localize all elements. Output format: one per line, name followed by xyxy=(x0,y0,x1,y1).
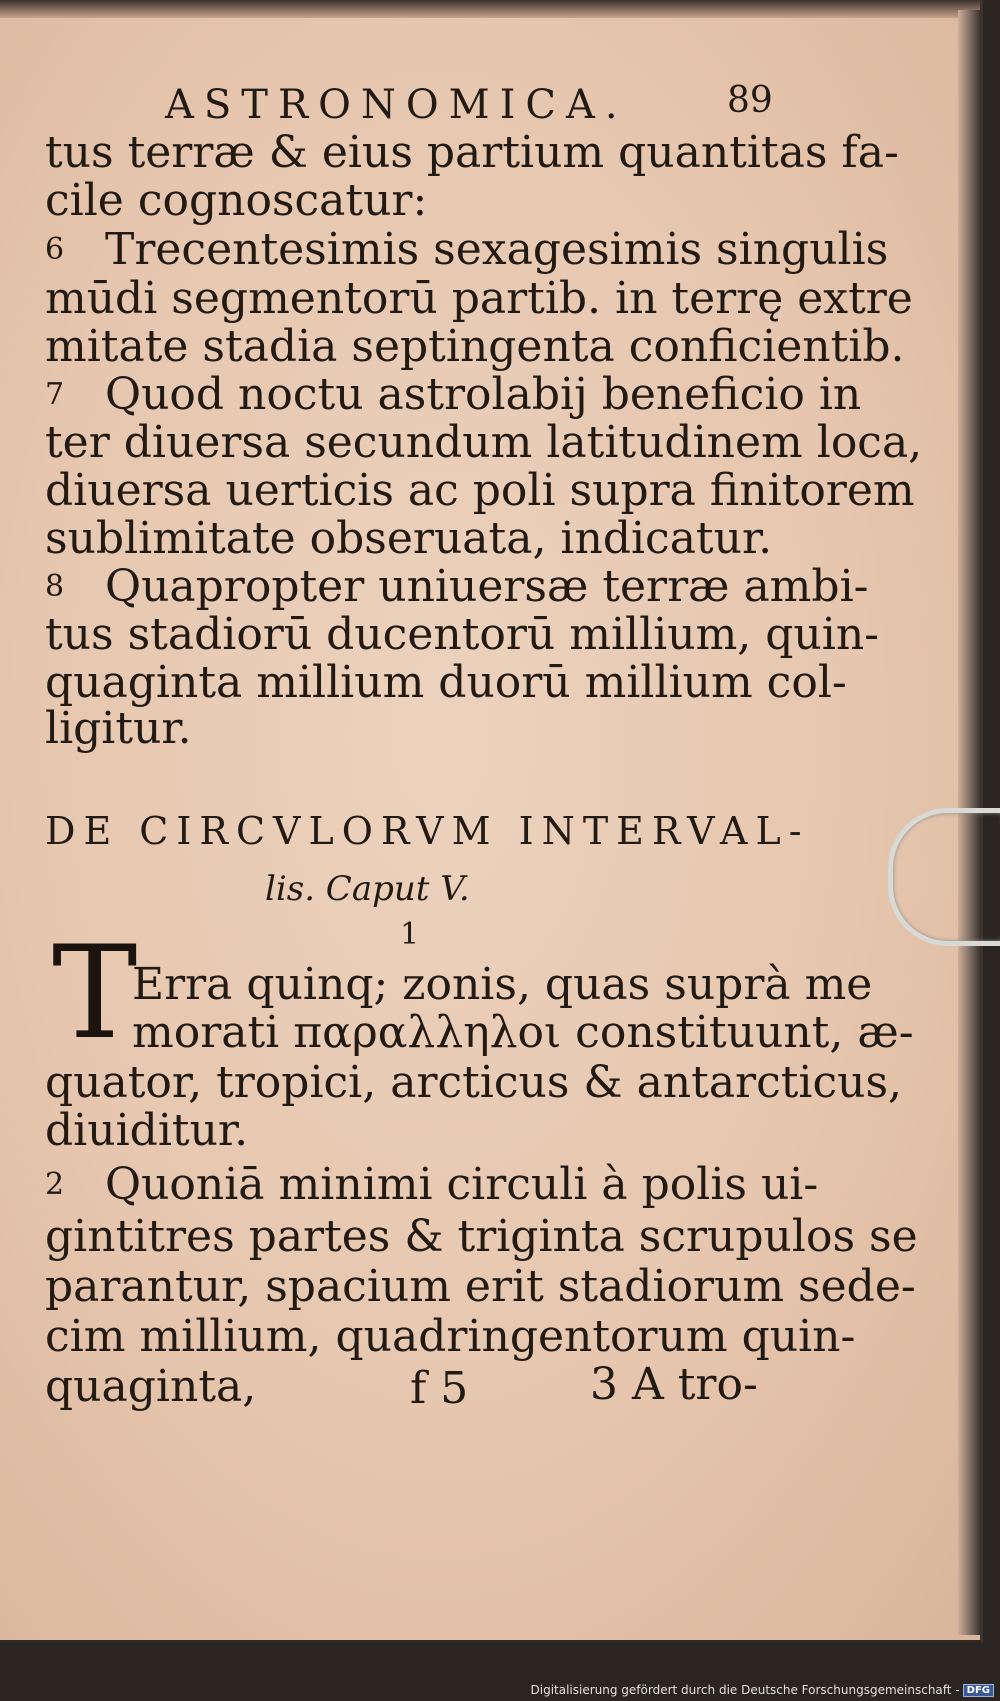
item-number: 8 xyxy=(45,569,65,604)
paper-clip xyxy=(888,808,1000,946)
credit-text: Digitalisierung gefördert durch die Deutsche Forschungsgemeinschaft - xyxy=(530,1683,960,1697)
text-line: Quapropter uniuersæ terræ ambi- xyxy=(105,561,869,612)
item-number: 2 xyxy=(45,1167,65,1202)
text-line: tus terræ & eius partium quantitas fa- xyxy=(45,127,899,178)
text-line: quaginta millium duorū millium col- xyxy=(45,657,847,708)
footer-bar xyxy=(0,1645,1000,1701)
text-line: morati παραλληλοι constituunt, æ- xyxy=(132,1007,914,1058)
text-line: Quod noctu astrolabij beneficio in xyxy=(105,369,862,420)
signature-mark: f 5 xyxy=(410,1363,469,1414)
text-line: ter diuersa secundum latitudinem loca, xyxy=(45,417,923,468)
dfg-logo: DFG xyxy=(963,1684,994,1697)
item-number: 1 xyxy=(400,917,420,952)
chapter-subheading: lis. Caput V. xyxy=(265,869,470,909)
text-line: cim millium, quadringentorum quin- xyxy=(45,1311,856,1362)
chapter-heading: DE CIRCVLORVM INTERVAL- xyxy=(45,809,810,853)
item-number: 7 xyxy=(45,377,65,412)
text-line: diuersa uerticis ac poli supra finitorem xyxy=(45,465,915,516)
text-line: tus stadiorū ducentorū millium, quin- xyxy=(45,609,880,660)
text-line: Quoniā minimi circuli à polis ui- xyxy=(105,1159,819,1210)
text-line: sublimitate obseruata, indicatur. xyxy=(45,513,773,564)
numbered-line xyxy=(45,1160,818,1210)
folio-number: 89 xyxy=(727,80,773,121)
text-line: cile cognoscatur: xyxy=(45,175,428,226)
text-line: ligitur. xyxy=(45,703,192,754)
drop-cap: T xyxy=(52,919,138,1068)
page-top-edge xyxy=(0,0,980,18)
running-head: ASTRONOMICA. xyxy=(165,82,628,128)
text-line: quator, tropici, arcticus & antarcticus, xyxy=(45,1057,903,1108)
text-line: mūdi segmentorū partib. in terrę extre xyxy=(45,273,913,324)
numbered-line xyxy=(45,562,869,612)
numbered-line xyxy=(45,370,861,420)
text-line: diuiditur. xyxy=(45,1105,249,1156)
text-line: parantur, spacium erit stadiorum sede- xyxy=(45,1261,916,1312)
catchword: 3 A tro- xyxy=(590,1359,758,1410)
digitization-credit xyxy=(531,1683,995,1697)
numbered-line xyxy=(45,225,888,275)
text-line: mitate stadia septingenta conficientib. xyxy=(45,321,905,372)
text-line: quaginta, xyxy=(45,1361,257,1412)
item-number: 6 xyxy=(45,232,65,267)
text-line: Trecentesimis sexagesimis singulis xyxy=(105,224,889,275)
text-line: gintitres partes & triginta scrupulos se xyxy=(45,1211,918,1262)
text-line: Erra quinq; zonis, quas suprà me xyxy=(132,959,873,1010)
